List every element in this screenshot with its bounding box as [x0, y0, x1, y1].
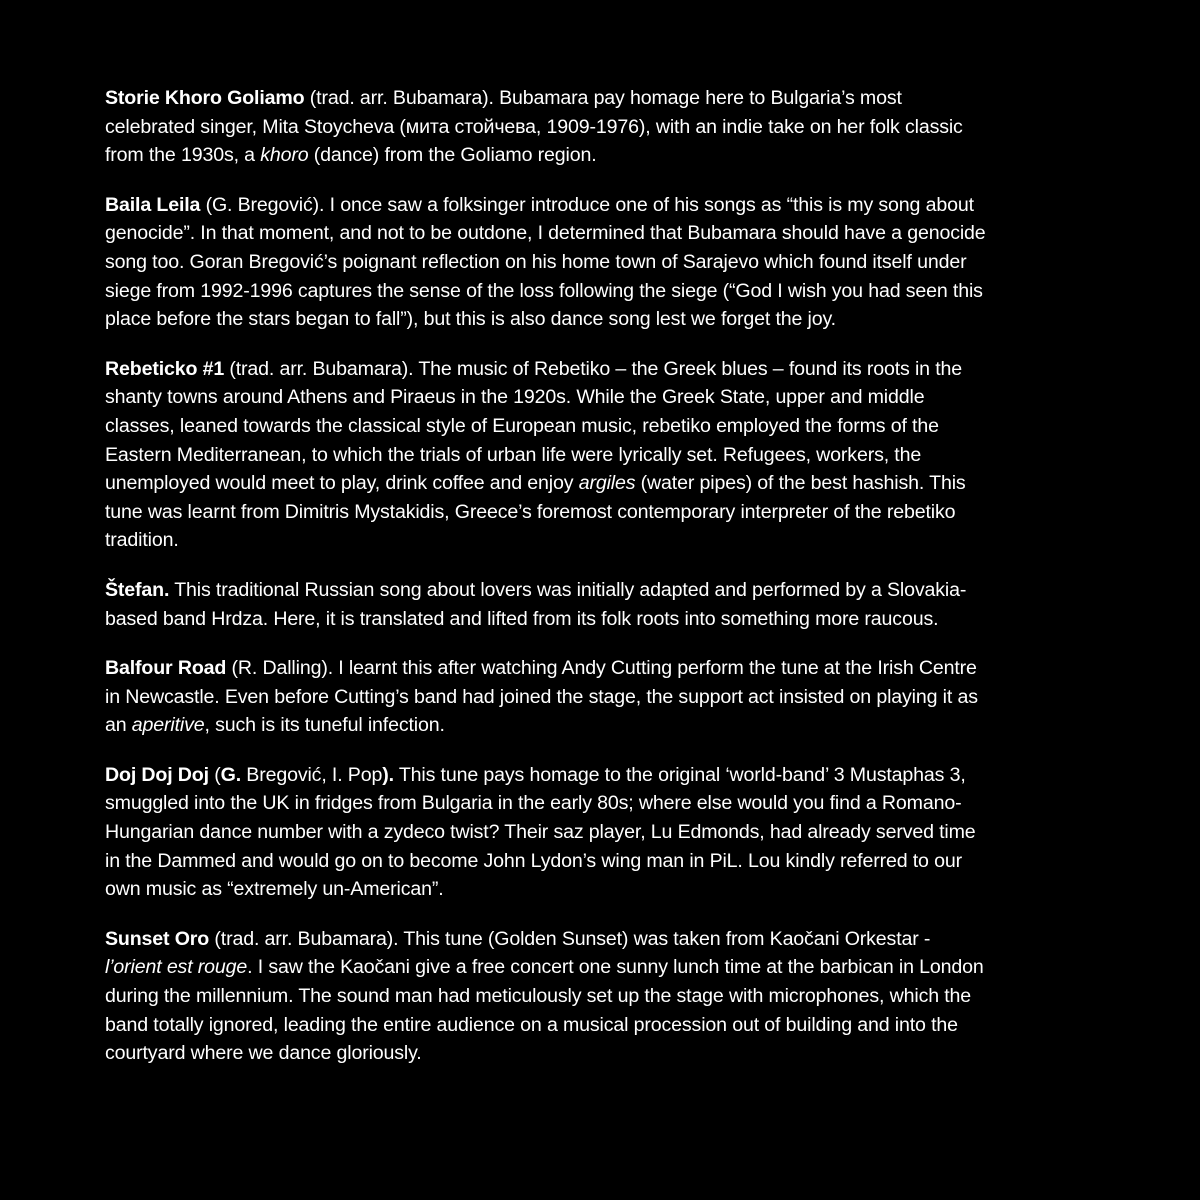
- track-title: Sunset Oro: [105, 927, 210, 950]
- track-note-rebeticko-1: [105, 355, 1135, 555]
- bold-text: G.: [220, 763, 241, 786]
- italic-text: l’orient est rouge: [105, 956, 248, 979]
- note-text: This traditional Russian song about lovers was initially adapted and performed by a Slovakia-: [169, 578, 967, 601]
- note-text: based band Hrdza. Here, it is translated and lifted from its folk roots into something more raucous.: [105, 607, 939, 630]
- note-text: (: [208, 763, 221, 786]
- note-text: place before the stars began to fall”), but this is also dance song lest we forget the joy.: [105, 308, 836, 331]
- note-text: classes, leaned towards the classical style of European music, rebetiko employed the forms of the: [105, 414, 939, 437]
- note-text: Hungarian dance number with a zydeco twist? Their saz player, Lu Edmonds, had already served time: [105, 821, 976, 844]
- note-text: Eastern Mediterranean, to which the trials of urban life were lyrically set. Refugees, workers, the: [105, 443, 922, 466]
- track-note-baila-leila: [105, 191, 1135, 334]
- track-note-stefan: [105, 576, 1135, 633]
- note-text: siege from 1992-1996 captures the sense of the loss following the siege (“God I wish you had seen this: [105, 279, 983, 302]
- note-text: (trad. arr. Bubamara). This tune (Golden Sunset) was taken from Kaočani Orkestar -: [209, 927, 931, 950]
- track-note-doj-doj-doj: [105, 761, 1135, 904]
- note-text: during the millennium. The sound man had meticulously set up the stage with microphones, which the: [105, 985, 972, 1008]
- track-title: Štefan.: [105, 578, 170, 601]
- note-text: (R. Dalling). I learnt this after watching Andy Cutting perform the tune at the Irish Centre: [226, 657, 977, 680]
- liner-notes: [105, 84, 1135, 1089]
- note-text: an: [105, 714, 132, 737]
- note-text: tradition.: [105, 529, 179, 552]
- note-text: band totally ignored, leading the entire audience on a musical procession out of building and into the: [105, 1013, 958, 1036]
- note-text: in Newcastle. Even before Cutting’s band had joined the stage, the support act insisted on playing it as: [105, 685, 978, 708]
- note-text: courtyard where we dance gloriously.: [105, 1042, 422, 1065]
- track-title: Balfour Road: [105, 657, 227, 680]
- note-text: in the Dammed and would go on to become John Lydon’s wing man in PiL. Lou kindly referred to our: [105, 849, 962, 872]
- note-text: (trad. arr. Bubamara). The music of Rebetiko – the Greek blues – found its roots in the: [224, 357, 963, 380]
- note-text: smuggled into the UK in fridges from Bulgaria in the early 80s; where else would you find a Romano-: [105, 792, 962, 815]
- note-text: from the 1930s, a: [105, 144, 261, 167]
- italic-text: aperitive: [131, 714, 205, 737]
- note-text: tune was learnt from Dimitris Mystakidis, Greece’s foremost contemporary interpreter of the rebetiko: [105, 500, 956, 523]
- note-text: This tune pays homage to the original ‘world-band’ 3 Mustaphas 3,: [393, 763, 966, 786]
- track-title: Rebeticko #1: [105, 357, 225, 380]
- note-text: unemployed would meet to play, drink coffee and enjoy: [105, 472, 579, 495]
- note-text: , such is its tuneful infection.: [204, 714, 445, 737]
- note-text: shanty towns around Athens and Piraeus in the 1920s. While the Greek State, upper and middle: [105, 386, 925, 409]
- note-text: own music as “extremely un-American”.: [105, 878, 444, 901]
- italic-text: khoro: [260, 144, 309, 167]
- note-text: (G. Bregović). I once saw a folksinger introduce one of his songs as “this is my song about: [200, 193, 974, 216]
- track-title: Storie Khoro Goliamo: [105, 87, 305, 109]
- track-title: Doj Doj Doj: [105, 763, 209, 786]
- track-title: Baila Leila: [105, 193, 201, 216]
- track-note-storie-khoro-goliamo: [105, 84, 1135, 170]
- note-text: . I saw the Kaočani give a free concert one sunny lunch time at the barbican in London: [247, 956, 984, 979]
- track-note-balfour-road: [105, 654, 1135, 740]
- note-text: (trad. arr. Bubamara). Bubamara pay homage here to Bulgaria’s most: [304, 87, 902, 109]
- note-text: (water pipes) of the best hashish. This: [635, 472, 966, 495]
- bold-text: ).: [382, 763, 394, 786]
- note-text: genocide”. In that moment, and not to be outdone, I determined that Bubamara should have a genocide: [105, 222, 986, 245]
- note-text: (dance) from the Goliamo region.: [308, 144, 597, 167]
- italic-text: argiles: [578, 472, 636, 495]
- note-text: song too. Goran Bregović’s poignant reflection on his home town of Sarajevo which found itself under: [105, 250, 967, 273]
- track-note-sunset-oro: [105, 925, 1135, 1068]
- note-text: celebrated singer, Mita Stoycheva (мита стойчева, 1909-1976), with an indie take on her folk classic: [105, 115, 963, 138]
- note-text: Bregović, I. Pop: [241, 763, 383, 786]
